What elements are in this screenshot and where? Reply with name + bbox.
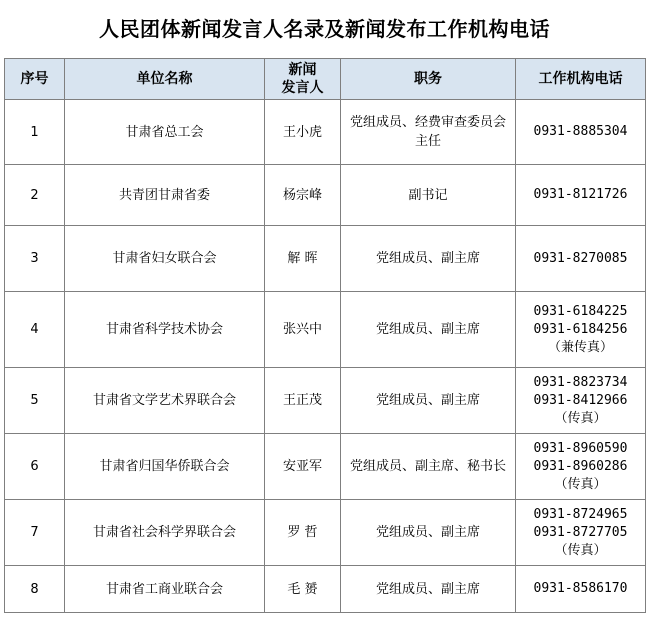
row-spokesperson: 罗 哲	[265, 500, 341, 566]
phone-line: 0931-8960286	[533, 458, 628, 474]
row-index: 6	[5, 434, 65, 500]
row-index: 2	[5, 165, 65, 226]
header-position: 职务	[341, 59, 516, 100]
row-phone	[516, 165, 646, 226]
table-row	[5, 500, 646, 566]
phone-line: 0931-6184225	[533, 303, 628, 319]
row-index: 7	[5, 500, 65, 566]
row-phone	[516, 292, 646, 368]
table-row	[5, 368, 646, 434]
row-phone	[516, 226, 646, 292]
row-position: 党组成员、副主席	[341, 226, 516, 292]
table-row	[5, 434, 646, 500]
row-position: 副书记	[341, 165, 516, 226]
header-spokesperson-line2: 发言人	[281, 80, 324, 96]
header-unit: 单位名称	[65, 59, 265, 100]
row-index: 4	[5, 292, 65, 368]
phone-line: 0931-8121726	[533, 187, 628, 202]
row-position: 党组成员、副主席	[341, 368, 516, 434]
header-index: 序号	[5, 59, 65, 100]
row-unit: 甘肃省归国华侨联合会	[65, 434, 265, 500]
table-row	[5, 566, 646, 613]
phone-line: 0931-8885304	[533, 124, 628, 139]
header-phone: 工作机构电话	[516, 59, 646, 100]
row-phone	[516, 100, 646, 165]
row-spokesperson: 安亚军	[265, 434, 341, 500]
phone-note: （传真）	[554, 476, 607, 492]
page-title: 人民团体新闻发言人名录及新闻发布工作机构电话	[99, 17, 550, 41]
phone-line: 0931-6184256	[533, 321, 628, 337]
row-index: 1	[5, 100, 65, 165]
row-position: 党组成员、副主席	[341, 292, 516, 368]
row-unit: 甘肃省妇女联合会	[65, 226, 265, 292]
row-unit: 甘肃省文学艺术界联合会	[65, 368, 265, 434]
row-spokesperson: 毛 赟	[265, 566, 341, 613]
row-spokesperson: 王小虎	[265, 100, 341, 165]
table-row	[5, 226, 646, 292]
phone-line: 0931-8724965	[533, 506, 628, 522]
phone-line: 0931-8270085	[533, 250, 628, 266]
phone-note: （传真）	[554, 410, 607, 426]
phone-line: 0931-8586170	[533, 581, 628, 596]
phone-note: （传真）	[554, 542, 607, 558]
row-unit: 甘肃省社会科学界联合会	[65, 500, 265, 566]
table-row	[5, 292, 646, 368]
row-index: 5	[5, 368, 65, 434]
row-unit: 甘肃省工商业联合会	[65, 566, 265, 613]
row-phone	[516, 434, 646, 500]
row-position: 党组成员、副主席	[341, 500, 516, 566]
table-row	[5, 100, 646, 165]
row-spokesperson: 杨宗峰	[265, 165, 341, 226]
row-index: 3	[5, 226, 65, 292]
row-position: 党组成员、经费审查委员会主任	[341, 100, 516, 165]
phone-note: （兼传真）	[547, 339, 613, 355]
table-header-row	[5, 59, 646, 100]
row-spokesperson: 王正茂	[265, 368, 341, 434]
row-spokesperson: 解 晖	[265, 226, 341, 292]
row-spokesperson: 张兴中	[265, 292, 341, 368]
phone-line: 0931-8960590	[533, 440, 628, 456]
row-index: 8	[5, 566, 65, 613]
header-spokesperson-line1: 新闻	[288, 62, 317, 78]
row-unit: 共青团甘肃省委	[65, 165, 265, 226]
row-phone	[516, 500, 646, 566]
header-spokesperson	[265, 59, 341, 100]
row-position: 党组成员、副主席	[341, 566, 516, 613]
row-phone	[516, 566, 646, 613]
row-position: 党组成员、副主席、秘书长	[341, 434, 516, 500]
row-unit: 甘肃省总工会	[65, 100, 265, 165]
spokesperson-table	[4, 58, 646, 613]
table-row	[5, 165, 646, 226]
phone-line: 0931-8823734	[533, 374, 628, 390]
phone-line: 0931-8727705	[533, 524, 628, 540]
row-unit: 甘肃省科学技术协会	[65, 292, 265, 368]
phone-line: 0931-8412966	[533, 392, 628, 408]
row-phone	[516, 368, 646, 434]
